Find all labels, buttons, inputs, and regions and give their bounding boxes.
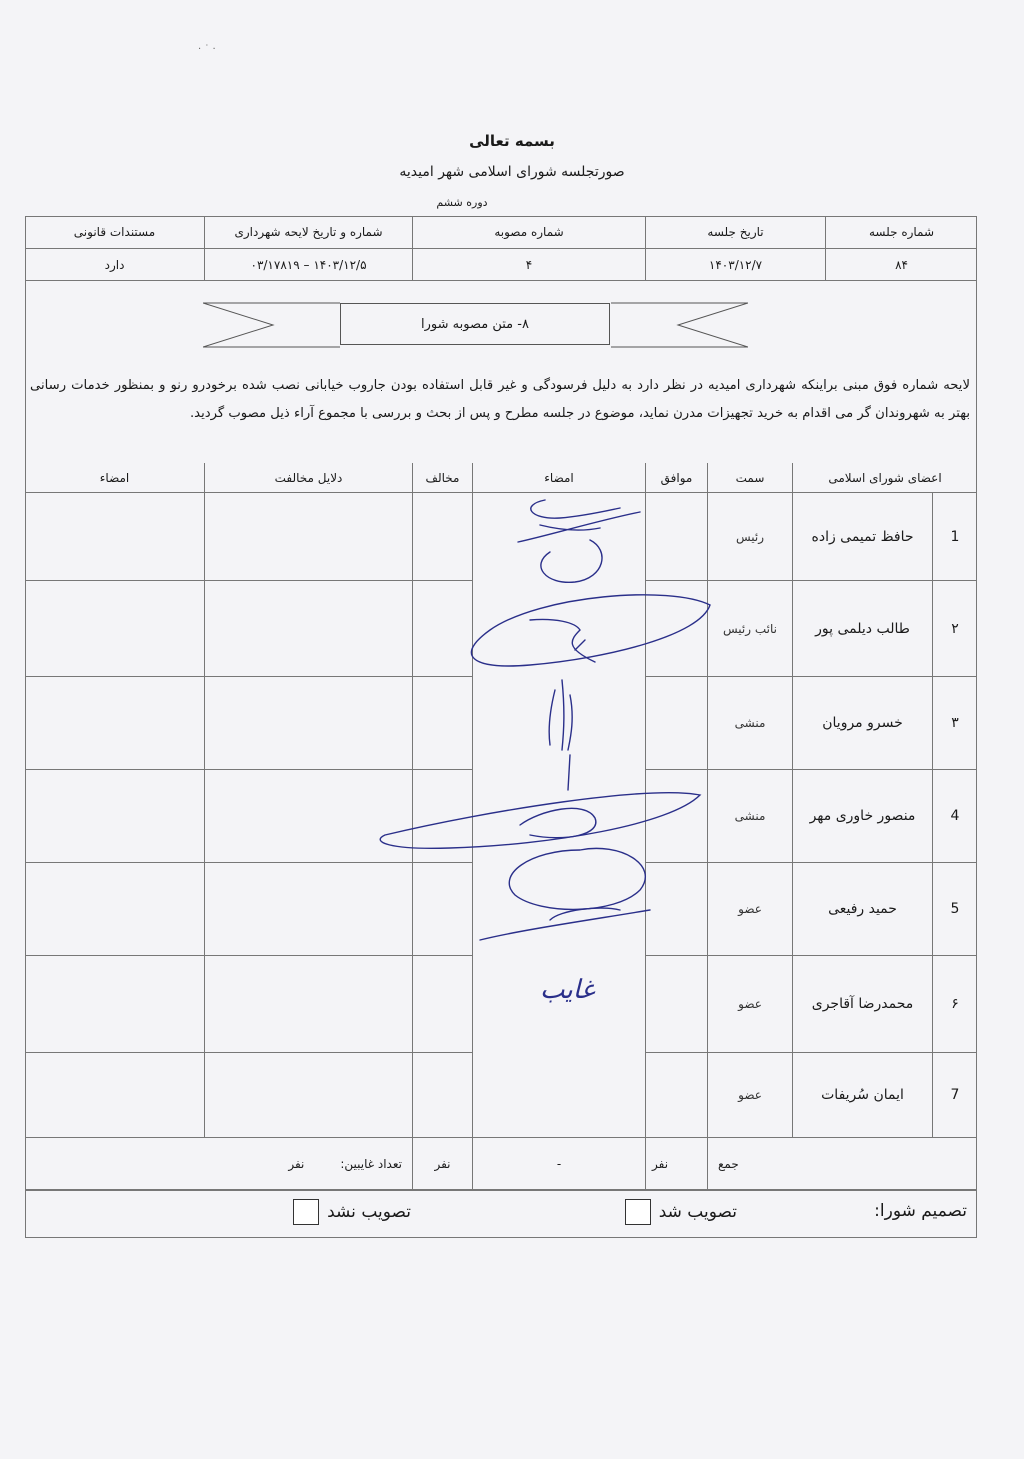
invocation-heading: بسمه تعالی xyxy=(469,132,555,150)
reasons-cell xyxy=(205,1053,413,1138)
value-session-number: ۸۴ xyxy=(826,249,977,281)
disagree-cell xyxy=(413,581,473,677)
reasons-cell xyxy=(205,770,413,863)
value-session-date: ۱۴۰۳/۱۲/۷ xyxy=(646,249,826,281)
absent-handwritten-note: غایب xyxy=(540,975,595,1005)
row-number: 1 xyxy=(933,493,977,581)
member-name: ایمان سُریفات xyxy=(793,1053,933,1138)
totals-dash: - xyxy=(473,1138,646,1190)
disagree-cell xyxy=(413,1053,473,1138)
signature-cell xyxy=(473,770,646,863)
header-resolution-number: شماره مصوبه xyxy=(413,216,646,249)
signature-2-cell xyxy=(25,581,205,677)
rejected-option[interactable] xyxy=(293,1199,411,1225)
term-label: دوره ششم xyxy=(436,196,488,209)
signature-cell xyxy=(473,581,646,677)
row-number: ۶ xyxy=(933,956,977,1053)
rejected-checkbox[interactable] xyxy=(293,1199,319,1225)
signature-2-cell xyxy=(25,770,205,863)
totals-disagree-unit: نفر xyxy=(413,1138,473,1190)
header-role: سمت xyxy=(708,463,793,493)
reasons-cell xyxy=(205,493,413,581)
member-role: نائب رئیس xyxy=(708,581,793,677)
reasons-cell xyxy=(205,581,413,677)
disagree-cell xyxy=(413,863,473,956)
row-number: ۲ xyxy=(933,581,977,677)
absent-unit: نفر xyxy=(288,1156,305,1171)
row-number: 5 xyxy=(933,863,977,956)
header-disagree: مخالف xyxy=(413,463,473,493)
header-session-date: تاریخ جلسه xyxy=(646,216,826,249)
disagree-cell xyxy=(413,677,473,770)
reasons-cell xyxy=(205,677,413,770)
member-role: منشی xyxy=(708,770,793,863)
member-role: عضو xyxy=(708,863,793,956)
rejected-label: تصویب نشد xyxy=(327,1202,411,1222)
agree-cell xyxy=(646,770,708,863)
header-signature-2: امضاء xyxy=(25,463,205,493)
agree-cell xyxy=(646,581,708,677)
absent-label: تعداد غایبین: xyxy=(340,1156,402,1171)
signature-2-cell xyxy=(25,956,205,1053)
member-name: خسرو مرویان xyxy=(793,677,933,770)
agree-cell xyxy=(646,956,708,1053)
member-name: طالب دیلمی پور xyxy=(793,581,933,677)
signature-cell xyxy=(473,493,646,581)
signature-cell xyxy=(473,677,646,770)
approved-checkbox[interactable] xyxy=(625,1199,651,1225)
row-number: 4 xyxy=(933,770,977,863)
value-resolution-number: ۴ xyxy=(413,249,646,281)
reasons-cell xyxy=(205,863,413,956)
signature-2-cell xyxy=(25,493,205,581)
header-agree: موافق xyxy=(646,463,708,493)
header-legal-docs: مستندات قانونی xyxy=(25,216,205,249)
signature-2-cell xyxy=(25,677,205,770)
approved-label: تصویب شد xyxy=(658,1202,737,1222)
signature-2-cell xyxy=(25,1053,205,1138)
member-name: منصور خاوری مهر xyxy=(793,770,933,863)
scan-marks: · ˙ · xyxy=(198,44,216,55)
value-legal-docs: دارد xyxy=(25,249,205,281)
header-signature: امضاء xyxy=(473,463,646,493)
totals-absent xyxy=(25,1138,413,1190)
header-bill-number-date: شماره و تاریخ لایحه شهرداری xyxy=(205,216,413,249)
signature-cell xyxy=(473,1053,646,1138)
row-number: 7 xyxy=(933,1053,977,1138)
minutes-title: صورتجلسه شورای اسلامی شهر امیدیه xyxy=(399,164,625,180)
totals-agree-unit: نفر xyxy=(646,1138,708,1190)
agree-cell xyxy=(646,863,708,956)
row-number: ۳ xyxy=(933,677,977,770)
member-name: حمید رفیعی xyxy=(793,863,933,956)
member-role: عضو xyxy=(708,1053,793,1138)
member-role: منشی xyxy=(708,677,793,770)
agree-cell xyxy=(646,493,708,581)
member-role: رئیس xyxy=(708,493,793,581)
agree-cell xyxy=(646,1053,708,1138)
approved-option[interactable] xyxy=(625,1199,737,1225)
disagree-cell xyxy=(413,770,473,863)
signature-2-cell xyxy=(25,863,205,956)
reasons-cell xyxy=(205,956,413,1053)
disagree-cell xyxy=(413,956,473,1053)
value-bill-number-date: ۱۴۰۳/۱۲/۵ – ۰۳/۱۷۸۱۹ xyxy=(205,249,413,281)
signature-cell xyxy=(473,863,646,956)
header-members: اعضای شورای اسلامی xyxy=(793,463,977,493)
header-reasons: دلایل مخالفت xyxy=(205,463,413,493)
disagree-cell xyxy=(413,493,473,581)
section-title: ۸- متن مصوبه شورا xyxy=(340,303,610,345)
member-name: محمدرضا آقاجری xyxy=(793,956,933,1053)
agree-cell xyxy=(646,677,708,770)
member-role: عضو xyxy=(708,956,793,1053)
member-name: حافظ تمیمی زاده xyxy=(793,493,933,581)
decision-label: تصمیم شورا: xyxy=(874,1201,967,1221)
resolution-text: لایحه شماره فوق مبنی براینکه شهرداری امیدیه در نظر دارد به دلیل فرسودگی و غیر قابل استفاده بودن جاروب خیابانی نصب شده برخودرو رنو و بمنظور خدمات رسانی بهتر به شهروندان گر می اقدام به خرید تجهیزات مدرن نماید، موضوع در جلسه مطرح و پس از بحث و بررسی با مجموع آراء ذیل مصوب گردید. xyxy=(30,378,970,421)
totals-label: جمع xyxy=(708,1138,977,1190)
council-decision xyxy=(25,1190,977,1239)
header-session-number: شماره جلسه xyxy=(826,216,977,249)
